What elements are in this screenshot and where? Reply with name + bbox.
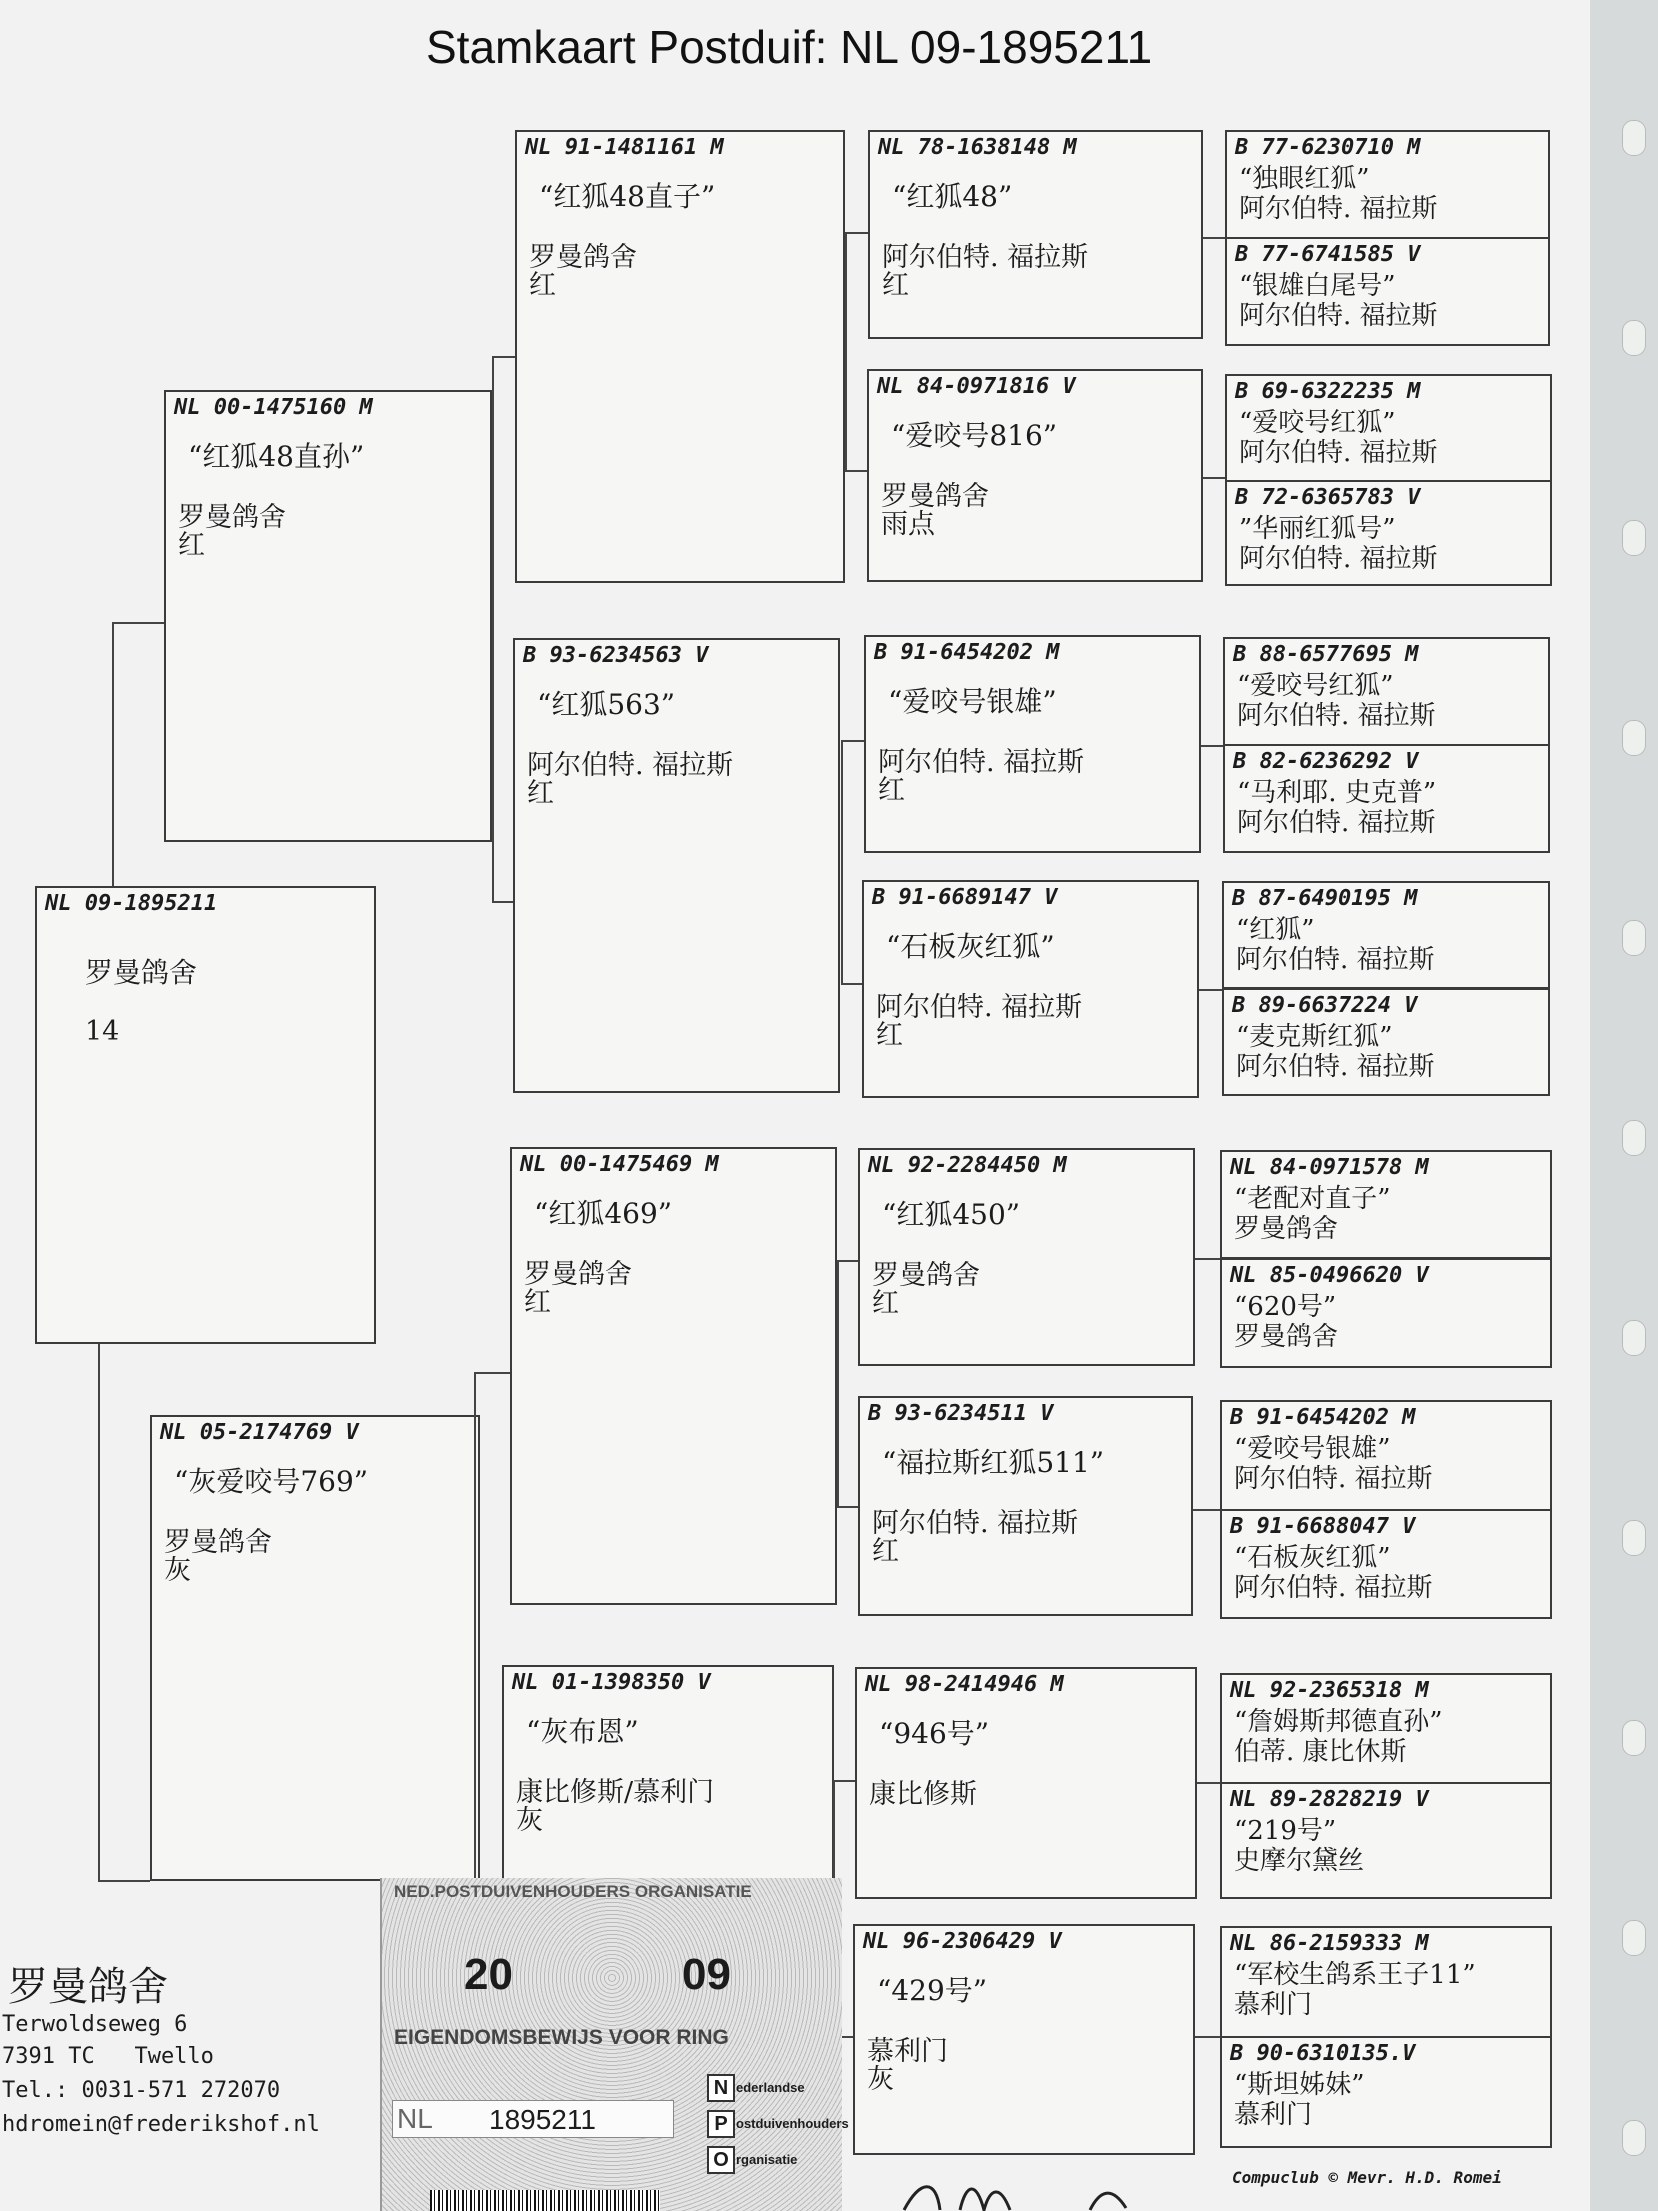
owner-city: 7391 TC Twello [2, 2044, 214, 2069]
ring-number: NL 84-0971816 V [877, 374, 1076, 399]
pigeon-card-gg4 [862, 880, 1199, 1098]
pigeon-card-gg7 [855, 1667, 1197, 1899]
pedigree-connector [845, 232, 868, 234]
pigeon-name: “爱咬号红狐” [1237, 671, 1394, 701]
pigeon-card-ggg11 [1220, 1400, 1552, 1511]
pigeon-card-sire [164, 390, 492, 842]
binder-hole [1622, 320, 1646, 356]
ring-number: NL 00-1475469 M [520, 1152, 719, 1177]
pedigree-connector [837, 1260, 839, 1508]
breeder-name: 罗曼鸽舍 [881, 481, 989, 512]
barcode [430, 2190, 660, 2211]
binder-hole [1622, 720, 1646, 756]
breeder-name: 慕利门 [1234, 1990, 1313, 2020]
breeder-name: 阿尔伯特. 福拉斯 [1236, 1052, 1435, 1082]
breeder-name: 阿尔伯特. 福拉斯 [1237, 808, 1436, 838]
pigeon-color: 红 [876, 1020, 903, 1051]
breeder-name: 阿尔伯特. 福拉斯 [1234, 1573, 1433, 1603]
pigeon-name: “爱咬号银雄” [888, 685, 1057, 718]
binder-hole [1622, 2120, 1646, 2156]
pigeon-color: 红 [527, 778, 554, 809]
pigeon-card-subject [35, 886, 376, 1344]
pigeon-card-ggg7 [1222, 881, 1550, 989]
owner-name: 罗曼鸽舍 [8, 1964, 168, 2010]
pedigree-connector [474, 1372, 510, 1374]
pigeon-name: “爱咬号816” [891, 419, 1058, 452]
pedigree-connector [841, 983, 862, 985]
ring-number: NL 85-0496620 V [1230, 1263, 1429, 1288]
binder-hole [1622, 1720, 1646, 1756]
breeder-name: 罗曼鸽舍 [524, 1259, 632, 1290]
pigeon-name: “马利耶. 史克普” [1237, 778, 1437, 808]
pigeon-color: 红 [882, 270, 909, 301]
pedigree-connector [833, 1780, 855, 1782]
pigeon-name: ”华丽红狐号” [1239, 514, 1396, 544]
breeder-name: 罗曼鸽舍 [1234, 1322, 1339, 1352]
pedigree-connector [837, 1506, 858, 1508]
pigeon-color: 雨点 [881, 509, 935, 540]
ring-number: NL 78-1638148 M [878, 135, 1077, 160]
pigeon-name: “独眼红狐” [1239, 164, 1370, 194]
certificate-ring-box [392, 2100, 674, 2138]
breeder-name: 罗曼鸽舍 [1234, 1214, 1339, 1244]
pigeon-name: “灰布恩” [526, 1715, 639, 1748]
pigeon-name: “麦克斯红狐” [1236, 1022, 1393, 1052]
pigeon-number: 14 [85, 1016, 120, 1047]
footer-credit: Compuclub © Mevr. H.D. Romei [1232, 2168, 1502, 2187]
ring-number: B 82-6236292 V [1233, 749, 1419, 774]
pigeon-card-ggg12 [1220, 1509, 1552, 1619]
breeder-name: 伯蒂. 康比休斯 [1234, 1737, 1407, 1767]
pigeon-card-ggg9 [1220, 1150, 1552, 1259]
certificate-ring-prefix: NL [397, 2103, 433, 2134]
breeder-name: 康比修斯/慕利门 [516, 1777, 715, 1808]
breeder-name: 阿尔伯特. 福拉斯 [1239, 438, 1438, 468]
pigeon-name: “斯坦姊妹” [1234, 2070, 1365, 2100]
pigeon-card-g-dd [502, 1665, 834, 1910]
pigeon-color: 红 [178, 530, 205, 561]
signature-mark [900, 2170, 1180, 2211]
pigeon-name: “620号” [1234, 1292, 1337, 1322]
pigeon-card-ggg13 [1220, 1673, 1552, 1784]
pigeon-color: 灰 [516, 1805, 543, 1836]
breeder-name: 罗曼鸽舍 [85, 956, 198, 989]
certificate-label: EIGENDOMSBEWIJS VOOR RING [394, 2026, 729, 2049]
pedigree-connector [492, 356, 515, 358]
binder-hole [1622, 520, 1646, 556]
breeder-name: 罗曼鸽舍 [178, 502, 286, 533]
pedigree-connector [474, 1372, 476, 1892]
pigeon-name: “银雄白尾号” [1239, 271, 1396, 301]
owner-street: Terwoldseweg 6 [2, 2012, 188, 2037]
pedigree-connector [845, 232, 847, 472]
pigeon-card-dam [150, 1415, 480, 1881]
ring-number: B 77-6741585 V [1235, 242, 1421, 267]
pedigree-connector [1197, 1782, 1220, 1784]
ring-number: B 72-6365783 V [1235, 485, 1421, 510]
pedigree-connector [1203, 477, 1225, 479]
binder-hole [1622, 1520, 1646, 1556]
pigeon-card-ggg14 [1220, 1782, 1552, 1899]
pigeon-card-ggg1 [1225, 130, 1550, 239]
pedigree-connector [1199, 989, 1222, 991]
ring-number: NL 00-1475160 M [174, 395, 373, 420]
pigeon-name: “219号” [1234, 1816, 1337, 1846]
breeder-name: 阿尔伯特. 福拉斯 [1239, 544, 1438, 574]
npo-letter-o: O [707, 2146, 735, 2174]
ring-number: NL 91-1481161 M [525, 135, 724, 160]
pigeon-color: 红 [524, 1287, 551, 1318]
pigeon-card-ggg4 [1225, 480, 1552, 586]
pigeon-card-gg1 [868, 130, 1203, 339]
pedigree-connector [492, 356, 494, 901]
ring-number: B 77-6230710 M [1235, 135, 1421, 160]
ring-number: B 88-6577695 M [1233, 642, 1419, 667]
pigeon-card-ggg3 [1225, 374, 1552, 482]
breeder-name: 阿尔伯特. 福拉斯 [1234, 1464, 1433, 1494]
ring-number: NL 92-2284450 M [868, 1153, 1067, 1178]
ring-number: B 87-6490195 M [1232, 886, 1418, 911]
breeder-name: 慕利门 [867, 2036, 948, 2067]
npo-letter-p: P [707, 2110, 735, 2138]
ring-number: B 89-6637224 V [1232, 993, 1418, 1018]
pigeon-color: 灰 [164, 1555, 191, 1586]
pigeon-color: 红 [872, 1536, 899, 1567]
pedigree-connector [845, 470, 867, 472]
binder-hole [1622, 1920, 1646, 1956]
pigeon-card-ggg15 [1220, 1926, 1552, 2038]
pigeon-color: 红 [529, 270, 556, 301]
pedigree-connector [98, 1344, 100, 1880]
pedigree-connector [1203, 237, 1225, 239]
pedigree-connector [112, 622, 164, 624]
pigeon-name: “老配对直子” [1234, 1184, 1391, 1214]
npo-word-p: ostduivenhouders [736, 2116, 849, 2131]
npo-word-n: ederlandse [736, 2080, 805, 2095]
ring-number: NL 89-2828219 V [1230, 1787, 1429, 1812]
breeder-name: 罗曼鸽舍 [529, 242, 637, 273]
pigeon-name: “石板灰红狐” [886, 930, 1055, 963]
ring-number: NL 09-1895211 [45, 891, 218, 916]
binder-hole [1622, 120, 1646, 156]
pigeon-card-g-ds [510, 1147, 837, 1605]
npo-word-o: rganisatie [736, 2152, 798, 2167]
pigeon-name: “石板灰红狐” [1234, 1543, 1391, 1573]
pedigree-connector [837, 1260, 858, 1262]
breeder-name: 阿尔伯特. 福拉斯 [1237, 701, 1436, 731]
ring-number: B 91-6454202 M [874, 640, 1060, 665]
page-title: Stamkaart Postduif: NL 09-1895211 [426, 21, 1153, 73]
pigeon-name: “红狐48直孙” [188, 440, 365, 473]
pigeon-name: “军校生鸽系王子11” [1234, 1960, 1476, 1990]
pigeon-name: “红狐” [1236, 915, 1315, 945]
ring-number: NL 86-2159333 M [1230, 1931, 1429, 1956]
pigeon-name: “爱咬号红狐” [1239, 408, 1396, 438]
pigeon-name: “红狐563” [537, 688, 676, 721]
pigeon-name: “福拉斯红狐511” [882, 1446, 1105, 1479]
pigeon-card-gg5 [858, 1148, 1195, 1366]
pigeon-name: “红狐469” [534, 1197, 673, 1230]
npo-letter-n: N [707, 2074, 735, 2102]
pedigree-connector [492, 901, 513, 903]
binder-hole [1622, 920, 1646, 956]
ring-number: NL 98-2414946 M [865, 1672, 1064, 1697]
pigeon-card-ggg8 [1222, 988, 1550, 1096]
owner-phone: Tel.: 0031-571 272070 [2, 2078, 281, 2103]
breeder-name: 阿尔伯特. 福拉斯 [1236, 945, 1435, 975]
binder-hole [1622, 1120, 1646, 1156]
pigeon-card-ggg6 [1223, 744, 1550, 853]
pigeon-name: “詹姆斯邦德直孙” [1234, 1707, 1443, 1737]
breeder-name: 阿尔伯特. 福拉斯 [878, 747, 1085, 778]
ring-number: NL 84-0971578 M [1230, 1155, 1429, 1180]
pigeon-name: “红狐48直子” [539, 180, 716, 213]
ring-number: B 93-6234563 V [523, 643, 709, 668]
pigeon-name: “爱咬号银雄” [1234, 1434, 1391, 1464]
ring-number: NL 01-1398350 V [512, 1670, 711, 1695]
breeder-name: 史摩尔黛丝 [1234, 1846, 1365, 1876]
pigeon-card-ggg5 [1223, 637, 1550, 746]
breeder-name: 阿尔伯特. 福拉斯 [876, 992, 1083, 1023]
pigeon-name: “429号” [877, 1974, 988, 2007]
pigeon-name: “946号” [879, 1717, 990, 1750]
pedigree-connector [1195, 2036, 1220, 2038]
ring-number: B 93-6234511 V [868, 1401, 1054, 1426]
ownership-certificate [380, 1878, 849, 2211]
certificate-year-left: 20 [464, 1950, 513, 1999]
pigeon-name: “红狐48” [892, 180, 1013, 213]
pigeon-card-ggg16 [1220, 2036, 1552, 2148]
breeder-name: 罗曼鸽舍 [164, 1527, 272, 1558]
pigeon-name: “灰爱咬号769” [174, 1465, 369, 1498]
pigeon-card-gg2 [867, 369, 1203, 582]
breeder-name: 阿尔伯特. 福拉斯 [1239, 301, 1438, 331]
certificate-org: NED.POSTDUIVENHOUDERS ORGANISATIE [394, 1882, 752, 1901]
certificate-ring-number: 1895211 [489, 2104, 596, 2135]
pedigree-connector [98, 1880, 150, 1882]
pedigree-connector [1201, 745, 1223, 747]
ring-number: NL 05-2174769 V [160, 1420, 359, 1445]
ring-number: NL 92-2365318 M [1230, 1678, 1429, 1703]
pigeon-card-ggg2 [1225, 237, 1550, 346]
breeder-name: 阿尔伯特. 福拉斯 [872, 1508, 1079, 1539]
pigeon-card-gg6 [858, 1396, 1193, 1616]
pigeon-name: “红狐450” [882, 1198, 1021, 1231]
pigeon-card-ggg10 [1220, 1258, 1552, 1368]
breeder-name: 康比修斯 [869, 1779, 977, 1810]
pigeon-card-gg3 [864, 635, 1201, 853]
ring-number: B 90-6310135.V [1230, 2041, 1416, 2066]
ring-number: NL 96-2306429 V [863, 1929, 1062, 1954]
pedigree-connector [1193, 1509, 1220, 1511]
pigeon-card-g-ss [515, 130, 845, 583]
breeder-name: 阿尔伯特. 福拉斯 [1239, 194, 1438, 224]
ring-number: B 69-6322235 M [1235, 379, 1421, 404]
certificate-year-right: 09 [682, 1950, 731, 1999]
ring-number: B 91-6454202 M [1230, 1405, 1416, 1430]
ring-number: B 91-6688047 V [1230, 1514, 1416, 1539]
pedigree-connector [841, 740, 864, 742]
pigeon-color: 灰 [867, 2064, 894, 2095]
ring-number: B 91-6689147 V [872, 885, 1058, 910]
breeder-name: 罗曼鸽舍 [872, 1260, 980, 1291]
breeder-name: 阿尔伯特. 福拉斯 [882, 242, 1089, 273]
breeder-name: 阿尔伯特. 福拉斯 [527, 750, 734, 781]
pigeon-card-gg8 [853, 1924, 1195, 2155]
binder-hole [1622, 1320, 1646, 1356]
pedigree-connector [112, 622, 114, 886]
pedigree-connector [1195, 1258, 1220, 1260]
owner-email: hdromein@frederikshof.nl [2, 2112, 320, 2137]
pedigree-connector [841, 740, 843, 985]
pigeon-card-g-sd [513, 638, 840, 1093]
pigeon-color: 红 [872, 1288, 899, 1319]
breeder-name: 慕利门 [1234, 2100, 1313, 2130]
pigeon-color: 红 [878, 775, 905, 806]
